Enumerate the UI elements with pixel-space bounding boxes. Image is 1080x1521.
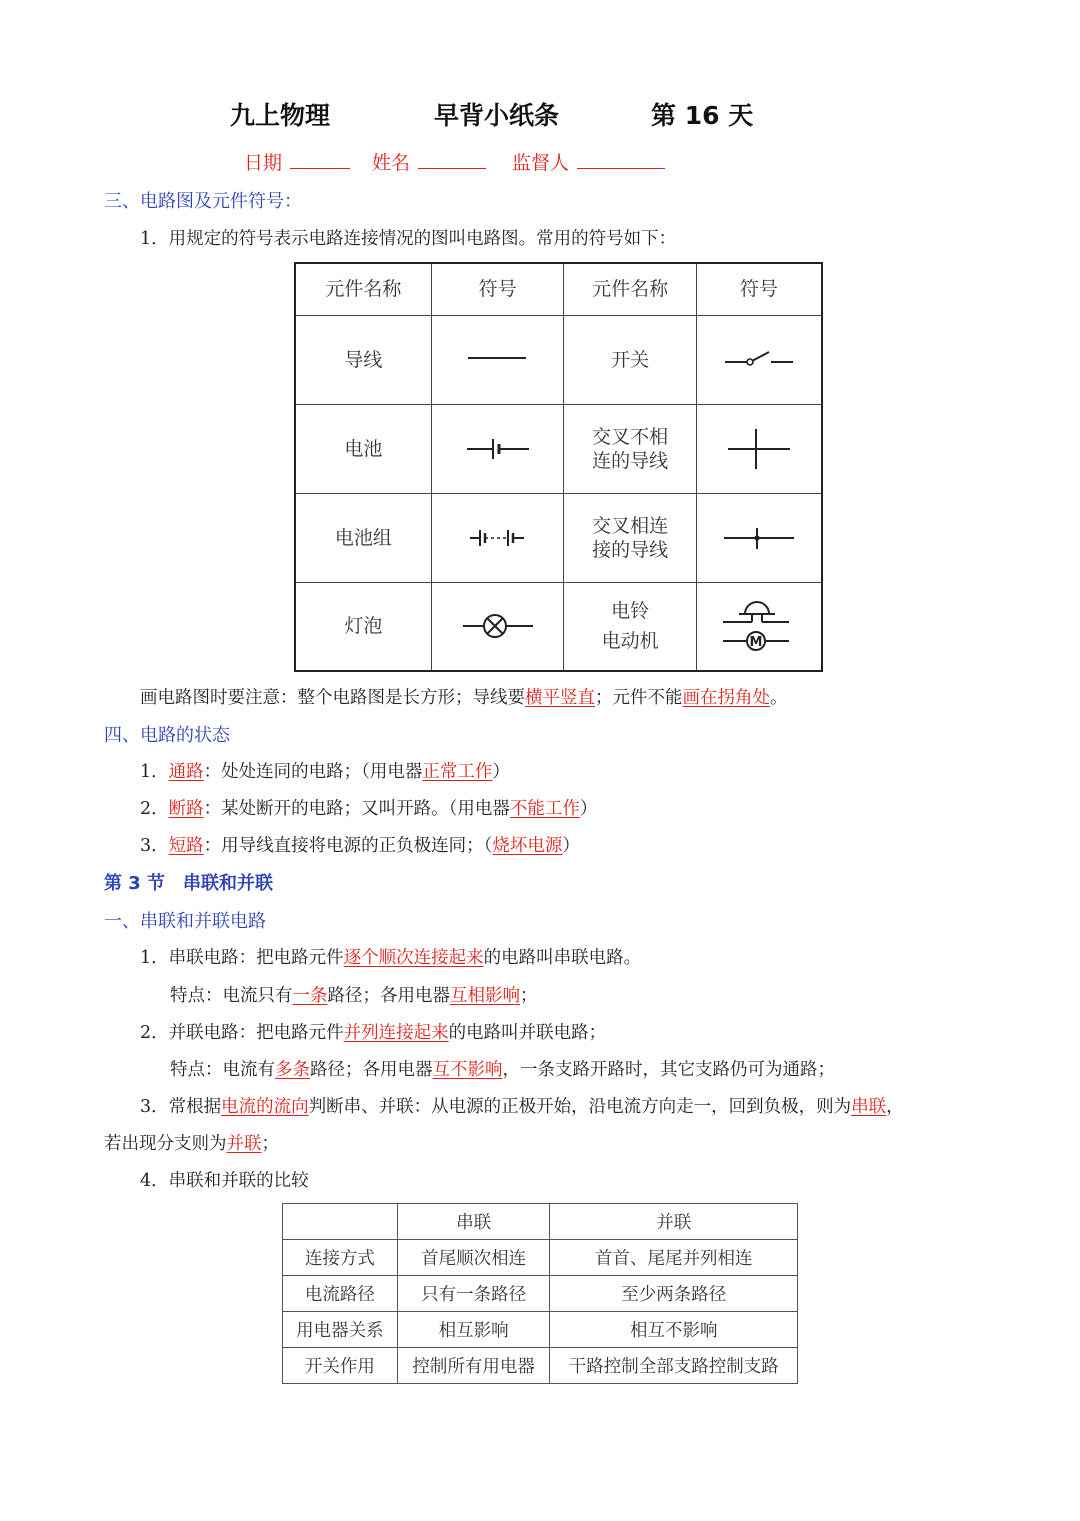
header-cell: 元件名称	[564, 263, 696, 315]
bulb-symbol	[431, 582, 564, 671]
answer: 并列连接起来	[343, 1023, 449, 1043]
text: 特点：电流只有	[170, 986, 293, 1006]
compare-intro: 4．串联和并联的比较	[140, 1171, 309, 1191]
date-label: 日期	[244, 152, 283, 174]
state-item	[140, 832, 580, 857]
motor-icon	[719, 628, 799, 654]
table-row	[295, 315, 822, 404]
bell-icon	[719, 598, 799, 624]
name-blank[interactable]	[418, 150, 486, 169]
header-cell: 串联	[397, 1204, 550, 1240]
header-cell	[283, 1204, 398, 1240]
item-answer: 正常工作	[422, 762, 493, 782]
series-cell: 控制所有用电器	[397, 1348, 550, 1384]
note-answer: 横平竖直	[525, 688, 595, 708]
header-cell: 元件名称	[295, 263, 431, 315]
component-battery: 电池	[295, 404, 431, 493]
component-switch: 开关	[564, 315, 696, 404]
parallel-cell: 相互不影响	[550, 1312, 798, 1348]
answer: 逐个顺次连接起来	[343, 948, 484, 968]
table-row	[295, 582, 822, 671]
text: 特点：电流有	[170, 1060, 275, 1080]
item-text: ）	[492, 762, 510, 782]
parallel-definition	[140, 1019, 606, 1044]
table-row	[283, 1240, 798, 1276]
item-num: 2．	[140, 799, 169, 819]
judge-rule-cont	[104, 1130, 279, 1155]
text: 若出现分支则为	[104, 1134, 227, 1154]
item-text: ：某处断开的电路；又叫开路。（用电器	[203, 799, 510, 819]
table-row	[295, 493, 822, 582]
answer: 串联	[851, 1097, 887, 1117]
item-answer: 烧坏电源	[492, 836, 563, 856]
label-line: 交叉不相	[592, 425, 669, 448]
table-row	[295, 404, 822, 493]
answer: 电流的流向	[221, 1097, 309, 1117]
header-cell: 符号	[696, 263, 822, 315]
component-wire: 导线	[295, 315, 431, 404]
table-row	[283, 1348, 798, 1384]
table-row	[283, 1312, 798, 1348]
component-cross-unconnected	[564, 404, 696, 493]
supervisor-label: 监督人	[512, 152, 570, 174]
item-answer: 短路	[168, 836, 204, 856]
text: 1．串联电路：把电路元件	[140, 948, 344, 968]
section4-heading: 四、电路的状态	[104, 725, 230, 746]
note-text: ；元件不能	[595, 688, 683, 708]
motor-letter: M	[749, 635, 763, 651]
row-label: 连接方式	[283, 1240, 398, 1276]
component-bell-motor	[564, 582, 696, 671]
label-line: 电动机	[601, 630, 659, 653]
label-line: 交叉相连	[592, 514, 669, 537]
section3-item1: 1．用规定的符号表示电路连接情况的图叫电路图。常用的符号如下：	[140, 229, 677, 249]
compare-header	[283, 1204, 798, 1240]
date-blank[interactable]	[290, 150, 350, 169]
text: 3．常根据	[140, 1097, 222, 1117]
note-text: 。	[770, 688, 788, 708]
lesson-title: 第 3 节 串联和并联	[104, 873, 274, 894]
text: 路径；各用电器	[310, 1060, 433, 1080]
supervisor-blank[interactable]	[577, 150, 665, 169]
switch-symbol	[696, 315, 822, 404]
bell-motor-symbol	[696, 582, 822, 671]
name-label: 姓名	[372, 152, 411, 174]
cross-connected-symbol	[696, 493, 822, 582]
note-text: 画电路图时要注意：整个电路图是长方形；导线要	[140, 688, 525, 708]
note-answer: 画在拐角处	[682, 688, 770, 708]
item-text: ）	[562, 836, 580, 856]
component-battery-pack: 电池组	[295, 493, 431, 582]
item-num: 1．	[140, 762, 169, 782]
state-item	[140, 758, 510, 783]
series-cell: 只有一条路径	[397, 1276, 550, 1312]
section3-heading: 三、电路图及元件符号：	[104, 191, 302, 212]
answer: 互不影响	[432, 1060, 503, 1080]
text: ；	[520, 986, 538, 1006]
table-row	[283, 1276, 798, 1312]
series-feature	[170, 982, 538, 1007]
text: 判断串、并联：从电源的正极开始，沿电流方向走一，回到负极，则为	[308, 1097, 852, 1117]
item-text: ）	[579, 799, 598, 819]
series-cell: 相互影响	[397, 1312, 550, 1348]
row-label: 电流路径	[283, 1276, 398, 1312]
symbol-table	[294, 262, 823, 672]
item-answer: 断路	[168, 799, 204, 819]
answer: 一条	[292, 986, 328, 1006]
answer: 互相影响	[450, 986, 520, 1006]
component-bulb: 灯泡	[295, 582, 431, 671]
header-cell: 符号	[431, 263, 564, 315]
judge-rule	[140, 1093, 904, 1118]
name-field	[372, 148, 486, 175]
row-label: 开关作用	[283, 1348, 398, 1384]
text: 2．并联电路：把电路元件	[140, 1023, 344, 1043]
wire-symbol	[431, 315, 564, 404]
parallel-cell: 至少两条路径	[550, 1276, 798, 1312]
row-label: 用电器关系	[283, 1312, 398, 1348]
label-line: 电铃	[611, 600, 650, 623]
day-title: 第 16 天	[651, 101, 754, 130]
text: ；	[261, 1134, 279, 1154]
parallel-cell: 首首、尾尾并列相连	[550, 1240, 798, 1276]
parallel-cell: 干路控制全部支路控制支路	[550, 1348, 798, 1384]
item-answer: 不能工作	[509, 799, 580, 819]
text: ，一条支路开路时，其它支路仍可为通路；	[502, 1060, 835, 1080]
date-field	[244, 148, 350, 175]
header-cell: 并联	[550, 1204, 798, 1240]
series-cell: 首尾顺次相连	[397, 1240, 550, 1276]
series-title: 早背小纸条	[434, 101, 560, 130]
cross-unconnected-symbol	[696, 404, 822, 493]
item-answer: 通路	[168, 762, 204, 782]
answer: 并联	[226, 1134, 262, 1154]
item-text: ：用导线直接将电源的正负极连同；（	[203, 836, 493, 856]
subject-title: 九上物理	[230, 101, 331, 130]
item-num: 3．	[140, 836, 169, 856]
text: 的电路叫串联电路。	[483, 948, 642, 968]
series-definition	[140, 944, 641, 969]
text: 的电路叫并联电路；	[448, 1023, 607, 1043]
lesson-subheading: 一、串联和并联电路	[104, 911, 266, 932]
compare-table	[282, 1203, 798, 1384]
state-item	[140, 795, 597, 820]
drawing-note	[140, 684, 788, 709]
text: 路径；各用电器	[327, 986, 450, 1006]
supervisor-field	[512, 148, 665, 175]
item-text: ：处处连同的电路；（用电器	[203, 762, 423, 782]
label-line: 接的导线	[592, 538, 669, 561]
label-line: 连的导线	[592, 449, 669, 472]
text: ，	[886, 1097, 904, 1117]
component-cross-connected	[564, 493, 696, 582]
answer: 多条	[275, 1060, 310, 1080]
battery-symbol	[431, 404, 564, 493]
parallel-feature	[170, 1056, 835, 1081]
symbol-table-header	[295, 263, 822, 315]
battery-pack-symbol	[431, 493, 564, 582]
